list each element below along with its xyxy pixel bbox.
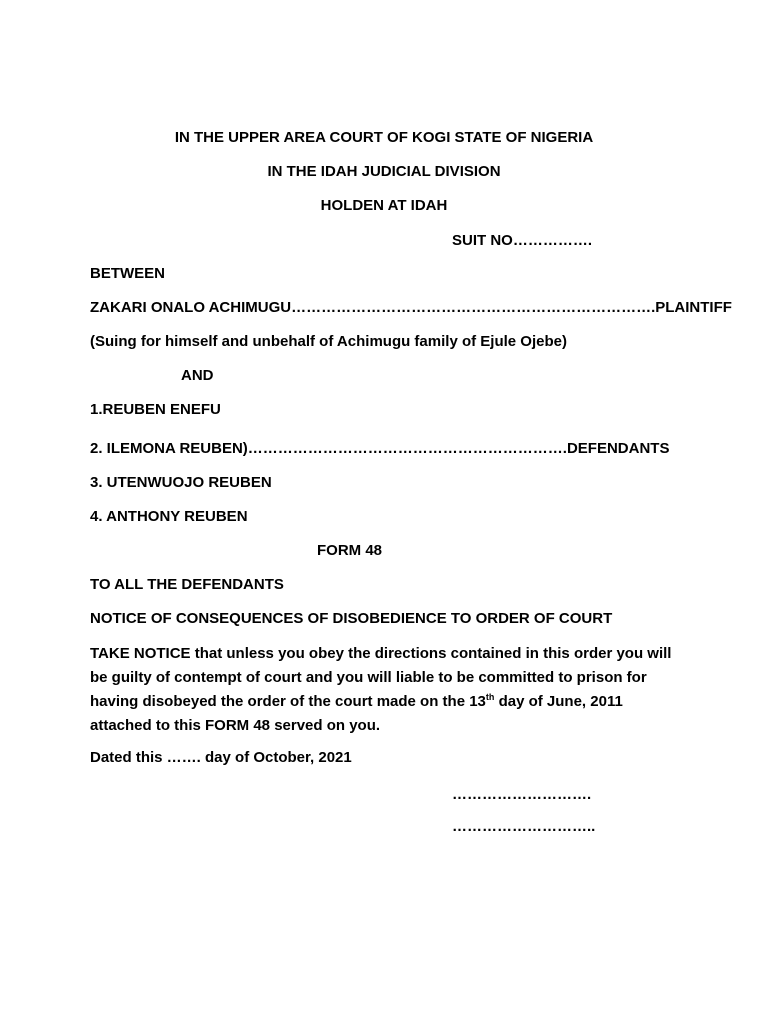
plaintiff-line: ZAKARI ONALO ACHIMUGU……………………………………………………………….PLAINTIFF xyxy=(90,299,732,316)
dated-line: Dated this ……. day of October, 2021 xyxy=(90,749,352,766)
notice-line-4: attached to this FORM 48 served on you. xyxy=(90,717,381,734)
defendant-1: 1.REUBEN ENEFU xyxy=(90,401,221,418)
notice-paragraph xyxy=(90,642,690,738)
notice-line-3-start: having disobeyed the order of the court made on the 13 xyxy=(90,693,486,710)
defendant-3: 3. UTENWUOJO REUBEN xyxy=(90,474,272,491)
defendant-4: 4. ANTHONY REUBEN xyxy=(90,508,248,525)
notice-line-3-end: day of June, 2011 xyxy=(494,693,623,710)
notice-line-1: TAKE NOTICE that unless you obey the directions contained in this order you will xyxy=(90,645,672,662)
notice-line-2: be guilty of contempt of court and you will liable to be committed to prison for xyxy=(90,669,647,686)
addressee: TO ALL THE DEFENDANTS xyxy=(90,576,284,593)
division-heading: IN THE IDAH JUDICIAL DIVISION xyxy=(267,163,501,180)
form-title: FORM 48 xyxy=(317,542,383,559)
suing-note: (Suing for himself and unbehalf of Achimugu family of Ejule Ojebe) xyxy=(90,333,567,350)
between-label: BETWEEN xyxy=(90,265,165,282)
court-heading: IN THE UPPER AREA COURT OF KOGI STATE OF NIGERIA xyxy=(174,129,594,146)
signature-line-2: ……………………….. xyxy=(452,818,596,835)
and-label: AND xyxy=(181,367,214,384)
notice-line-3 xyxy=(90,690,690,714)
suit-number: SUIT NO……………. xyxy=(452,232,593,249)
defendant-2-line: 2. ILEMONA REUBEN)……………………………………………………….DEFENDANTS xyxy=(90,440,670,457)
notice-subject: NOTICE OF CONSEQUENCES OF DISOBEDIENCE TO ORDER OF COURT xyxy=(90,610,613,627)
signature-line-1: ………………………. xyxy=(452,786,592,803)
holden-heading: HOLDEN AT IDAH xyxy=(320,197,448,214)
ordinal-suffix: th xyxy=(485,692,495,702)
